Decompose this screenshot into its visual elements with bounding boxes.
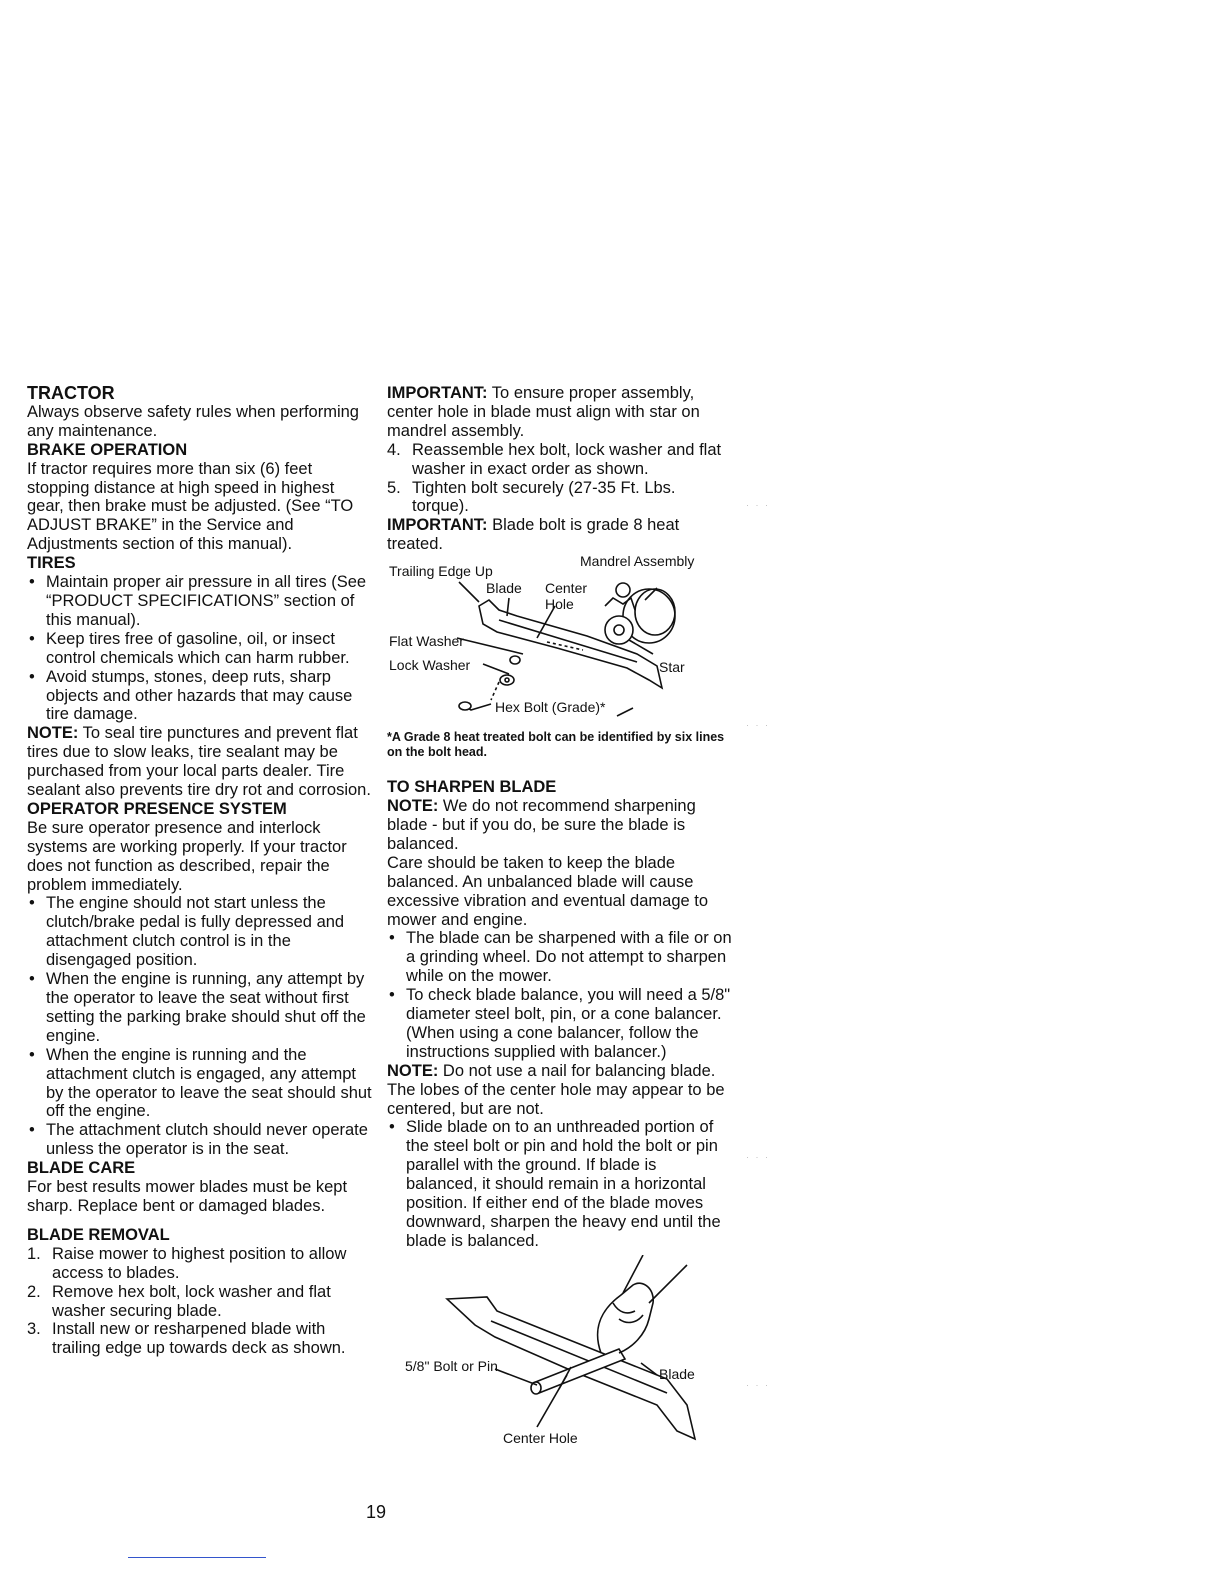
step-number: 4.: [387, 440, 401, 459]
step-text: Reassemble hex bolt, lock washer and flat washer in exact order as shown.: [412, 440, 722, 478]
step-text: Remove hex bolt, lock washer and flat washer securing blade.: [52, 1282, 331, 1320]
heading-operator-presence: OPERATOR PRESENCE SYSTEM: [27, 799, 287, 818]
scan-speck: · · ·: [746, 1152, 770, 1162]
step-number: 5.: [387, 478, 401, 497]
scan-speck: · · ·: [746, 500, 770, 510]
scan-speck: · · ·: [746, 1380, 770, 1390]
label-hex-bolt: Hex Bolt (Grade)*: [495, 699, 606, 716]
list-item: • Slide blade on to an unthreaded portion of the steel bolt or pin and hold the bolt or pin parallel with the ground. If blade is balanced, it should remain in a horizontal position. If either end of the blade moves downward, sharpen the heavy end until the blade is balanced.: [387, 1118, 732, 1250]
label-star: Star: [659, 659, 685, 676]
list-item: • When the engine is running and the attachment clutch is engaged, any attempt by the operator to leave the seat should shut off the engine.: [27, 1046, 372, 1122]
label-bolt-or-pin: 5/8" Bolt or Pin: [405, 1357, 498, 1374]
sharpen-note-1: [387, 797, 732, 854]
blade-balance-illustration: [387, 1255, 732, 1451]
heading-tires: TIRES: [27, 554, 76, 573]
note-label: NOTE:: [387, 1061, 439, 1080]
list-item: [27, 1245, 372, 1283]
step-text: Install new or resharpened blade with trailing edge up towards deck as shown.: [52, 1320, 346, 1358]
heading-brake-operation: BRAKE OPERATION: [27, 440, 188, 459]
important-note-1: [387, 384, 732, 441]
label-mandrel-assembly: Mandrel Assembly: [580, 553, 695, 570]
list-item: • The attachment clutch should never operate unless the operator is in the seat.: [27, 1121, 372, 1159]
important-label: IMPORTANT:: [387, 384, 488, 402]
list-item: • Maintain proper air pressure in all tires (See “PRODUCT SPECIFICATIONS” section of this manual).: [27, 573, 372, 630]
note-label: NOTE:: [27, 724, 79, 743]
note-label: NOTE:: [387, 797, 439, 816]
page-number: 19: [366, 1502, 387, 1522]
balance-list: [387, 1118, 732, 1250]
label-center: Center: [545, 580, 588, 597]
list-item: • To check blade balance, you will need a 5/8" diameter steel bolt, pin, or a cone balancer. (When using a cone balancer, follow the instructions supplied with balancer.): [387, 986, 732, 1062]
footnote: *A Grade 8 heat treated bolt can be identified by six lines on the bolt head.: [387, 730, 725, 760]
bottom-rule: [128, 1557, 266, 1558]
note-text: Do not use a nail for balancing blade. The lobes of the center hole may appear to be centered, but are not.: [387, 1061, 725, 1118]
list-item: • Keep tires free of gasoline, oil, or insect control chemicals which can harm rubber.: [27, 630, 372, 668]
important-note-2: [387, 516, 732, 554]
list-item: [27, 1320, 372, 1358]
blade-removal-steps: [27, 1245, 372, 1358]
step-number: 2.: [27, 1282, 41, 1301]
important-label: IMPORTANT:: [387, 516, 488, 535]
label-flat-washer: Flat Washer: [389, 633, 464, 650]
label-center-hole: Center Hole: [503, 1429, 578, 1446]
heading-blade-care: BLADE CARE: [27, 1159, 136, 1178]
list-item: • Avoid stumps, stones, deep ruts, sharp objects and other hazards that may cause tire damage.: [27, 668, 372, 725]
list-item: • The engine should not start unless the clutch/brake pedal is fully depressed and attachment clutch control is in the disengaged position.: [27, 894, 372, 970]
reassembly-steps: [387, 441, 732, 517]
important-text: Blade bolt is grade 8 heat treated.: [387, 516, 680, 554]
blade-assembly-figure: [387, 554, 732, 730]
step-number: 3.: [27, 1320, 41, 1339]
blade-care-text: For best results mower blades must be kept sharp. Replace bent or damaged blades.: [27, 1178, 348, 1215]
sharpen-list: [387, 929, 732, 1061]
step-text: Raise mower to highest position to allow access to blades.: [52, 1244, 347, 1282]
intro-text: Always observe safety rules when performing any maintenance.: [27, 402, 359, 440]
section-title-tractor: TRACTOR: [27, 383, 115, 403]
label-trailing-edge: Trailing Edge Up: [389, 563, 493, 580]
heading-blade-removal: BLADE REMOVAL: [27, 1225, 170, 1244]
step-text: Tighten bolt securely (27-35 Ft. Lbs. torque).: [412, 478, 676, 516]
ops-text: Be sure operator presence and interlock systems are working properly. If your tractor does not function as described, repair the problem immediately.: [27, 818, 347, 894]
left-column: [27, 384, 372, 1358]
scan-speck: · · ·: [746, 720, 770, 730]
label-hole: Hole: [545, 596, 574, 613]
list-item: • When the engine is running, any attempt by the operator to leave the seat without first setting the parking brake should shut off the engine.: [27, 970, 372, 1046]
list-item: [387, 441, 732, 479]
note-text: We do not recommend sharpening blade - but if you do, be sure the blade is balanced.: [387, 797, 696, 853]
brake-text: If tractor requires more than six (6) feet stopping distance at high speed in highest gear, then brake must be adjusted. (See “TO ADJUST BRAKE” in the Service and Adjustments section of this manual).: [27, 459, 354, 554]
important-text: To ensure proper assembly, center hole in blade must align with star on mandrel assembly.: [387, 384, 700, 440]
tires-note: [27, 724, 372, 800]
list-item: [27, 1283, 372, 1321]
note-text: To seal tire punctures and prevent flat tires due to slow leaks, tire sealant may be purchased from your local parts dealer. Tire sealant also prevents tire dry rot and corrosion.: [27, 724, 371, 800]
ops-list: [27, 894, 372, 1159]
list-item: • The blade can be sharpened with a file or on a grinding wheel. Do not attempt to sharpen while on the mower.: [387, 929, 732, 986]
step-number: 1.: [27, 1244, 41, 1263]
blade-balance-figure: [387, 1255, 732, 1451]
tires-list: [27, 573, 372, 724]
label-blade: Blade: [659, 1365, 695, 1382]
list-item: [387, 479, 732, 517]
sharpen-note-2: [387, 1062, 732, 1119]
sharpen-text: Care should be taken to keep the blade balanced. An unbalanced blade will cause excessive vibration and eventual damage to mower and engine.: [387, 853, 709, 929]
label-blade: Blade: [486, 580, 522, 597]
heading-to-sharpen-blade: TO SHARPEN BLADE: [387, 778, 557, 797]
right-column: [387, 384, 732, 1451]
label-lock-washer: Lock Washer: [389, 657, 471, 674]
